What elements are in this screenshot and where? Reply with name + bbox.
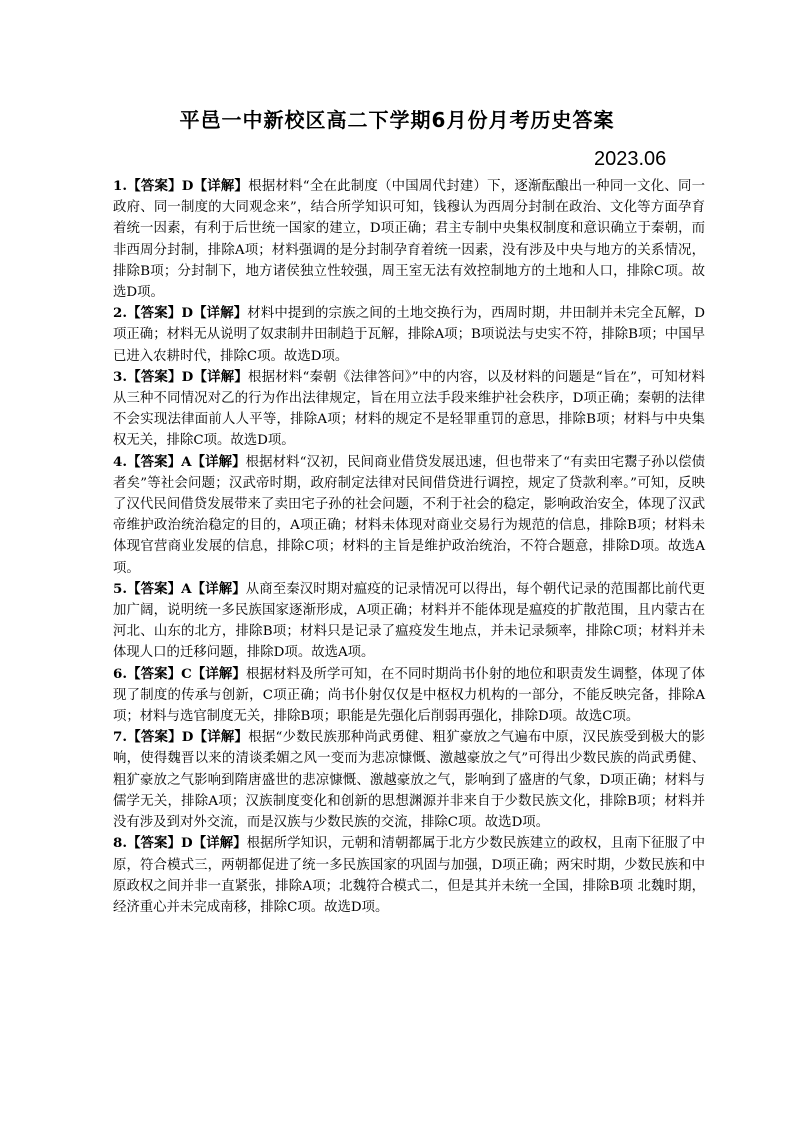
answer-explanation: 根据材料“全在此制度（中国周代封建）下，逐渐酝酿出一种同一文化、同一政府、同一制度的大同观念来”，结合所学知识可知，钱穆认为西周分封制在政治、文化等方面孕育着统一因素，有利于后世统一国家的建立，D项正确；君主专制中央集权制度和意识确立于秦朝，而非西周分封制，排除A项；材料强调的是分封制孕育着统一因素，没有涉及中央与地方的关系情况，排除B项；分封制下，地方诸侯独立性较强，周王室无法有效控制地方的土地和人口，排除C项。故选D项。 <box>113 179 706 301</box>
answer-item-6 <box>113 664 705 728</box>
answer-tag: 【答案】 <box>126 453 182 470</box>
answer-tag: 【答案】 <box>126 729 182 746</box>
detail-tag: 【详解】 <box>193 729 249 746</box>
answer-choice: D <box>181 729 194 746</box>
answer-tag: 【答案】 <box>126 665 182 682</box>
exam-date: 2023.06 <box>594 148 667 170</box>
answer-item-1 <box>113 176 705 303</box>
page-title: 平邑一中新校区高二下学期6月份月考历史答案 <box>179 108 615 132</box>
detail-tag: 【详解】 <box>191 665 246 682</box>
question-number: 2. <box>113 305 127 322</box>
answer-tag: 【答案】 <box>126 178 182 194</box>
answer-explanation: 材料中提到的宗族之间的土地交换行为，西周时期，井田制并未完全瓦解，D项正确；材料无从说明了奴隶制井田制趋于瓦解，排除A项；B项说法与史实不符，排除B项；中国早已进入农耕时代，排除C项。故选D项。 <box>113 306 706 364</box>
detail-tag: 【详解】 <box>193 368 248 385</box>
question-number: 6. <box>113 665 127 682</box>
detail-tag: 【详解】 <box>193 178 249 194</box>
answer-item-4 <box>113 452 705 579</box>
answer-item-5 <box>113 579 705 664</box>
answer-choice: A <box>181 453 192 470</box>
answer-item-7 <box>113 727 705 833</box>
question-number: 7. <box>113 729 127 746</box>
answer-explanation: 根据“少数民族那种尚武勇健、粗犷豪放之气遍布中原，汉民族受到极大的影响，使得魏晋以来的清谈柔媚之风一变而为悲凉慷慨、激越豪放之气”可得出少数民族的尚武勇健、粗犷豪放之气影响到隋唐盛世的悲凉慷慨、激越豪放之气，影响到了盛唐的气象，D项正确；材料与儒学无关，排除A项；汉族制度变化和创新的思想渊源并非来自于少数民族文化，排除B项；材料并没有涉及到对外交流，而是汉族与少数民族的交流，排除C项。故选D项。 <box>113 730 706 831</box>
answer-item-3 <box>113 367 705 452</box>
question-number: 5. <box>113 580 127 597</box>
answer-choice: D <box>181 368 194 385</box>
detail-tag: 【详解】 <box>191 580 246 597</box>
answer-explanation: 根据材料“秦朝《法律答问》”中的内容，以及材料的问题是“旨在”，可知材料从三种不同情况对乙的行为作出法律规定，旨在用立法手段来维护社会秩序，D项正确；秦朝的法律不会实现法律面前人人平等，排除A项；材料的规定不是轻罪重罚的意思，排除B项；材料与中央集权无关，排除C项。故选D项。 <box>113 369 706 449</box>
answer-explanation: 根据材料“汉初，民间商业借贷发展迅速，但也带来了“有卖田宅鬻子孙以偿债者矣”等社会问题；汉武帝时期，政府制定法律对民间借贷进行调控，规定了贷款利率。”可知，反映了汉代民间借贷发展带来了卖田宅子孙的社会问题，不利于社会的稳定，影响政治安全，体现了汉武帝维护政治统治稳定的目的，A项正确；材料未体现对商业交易行为规范的信息，排除B项；材料未体现官营商业发展的信息，排除C项；材料的主旨是维护政治统治，不符合题意，排除D项。故选A项。 <box>113 454 705 576</box>
answer-tag: 【答案】 <box>126 305 182 322</box>
detail-tag: 【详解】 <box>191 453 246 470</box>
detail-tag: 【详解】 <box>192 835 247 852</box>
answer-explanation: 从商至秦汉时期对瘟疫的记录情况可以得出，每个朝代记录的范围都比前代更加广阔，说明统一多民族国家逐渐形成，A项正确；材料并不能体现是瘟疫的扩散范围，且内蒙古在河北、山东的北方，排除B项；材料只是记录了瘟疫发生地点，并未记录频率，排除C项；材料并未体现人口的迁移问题，排除D项。故选A项。 <box>113 581 706 661</box>
answer-choice: C <box>181 665 192 682</box>
answer-choice: D <box>181 835 193 852</box>
answer-item-2 <box>113 303 705 367</box>
question-number: 8. <box>113 835 127 852</box>
answer-explanation: 根据所学知识，元朝和清朝都属于北方少数民族建立的政权，且南下征服了中原，符合模式三，两朝都促进了统一多民族国家的巩固与加强，D项正确；两宋时期，少数民族和中原政权之间并非一直紧张，排除A项；北魏符合模式二，但是其并未统一全国，排除B项 北魏时期，经济重心并未完成南移，排除C项。故选D项。 <box>113 836 706 915</box>
answer-tag: 【答案】 <box>126 580 182 597</box>
answer-choice: D <box>181 305 193 322</box>
answer-choice: A <box>181 580 192 597</box>
detail-tag: 【详解】 <box>192 305 248 322</box>
question-number: 1. <box>113 178 127 194</box>
answer-item-8 <box>113 833 705 918</box>
answer-tag: 【答案】 <box>126 835 182 852</box>
question-number: 4. <box>113 453 127 470</box>
answer-tag: 【答案】 <box>126 368 182 385</box>
answer-explanation: 根据材料及所学可知，在不同时期尚书仆射的地位和职责发生调整，体现了体现了制度的传承与创新，C项正确；尚书仆射仅仅是中枢权力机构的一部分，不能反映完备，排除A项；材料与选官制度无关，排除B项；职能是先强化后削弱再强化，排除D项。故选C项。 <box>113 666 706 725</box>
question-number: 3. <box>113 368 127 385</box>
answer-list <box>113 176 705 918</box>
answer-choice: D <box>181 178 194 194</box>
